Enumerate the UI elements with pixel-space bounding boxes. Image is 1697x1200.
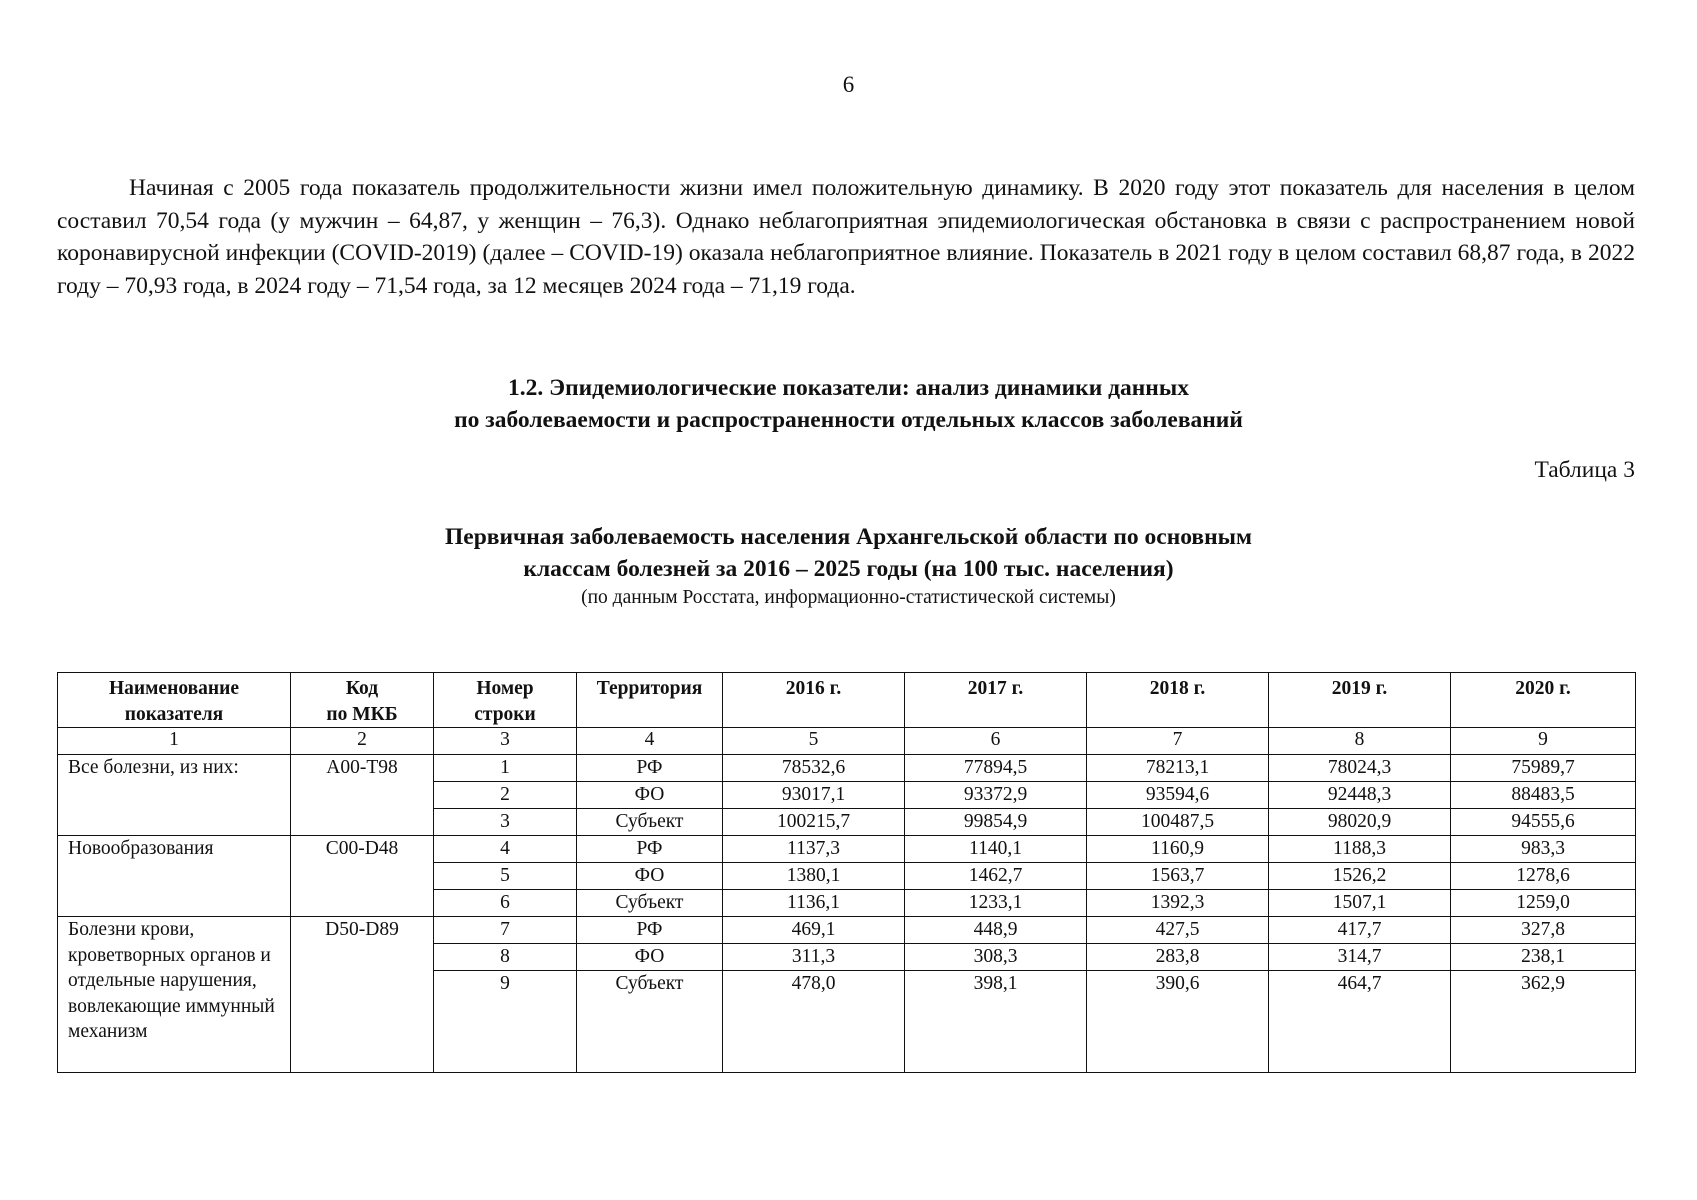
value-2020: 1259,0 (1451, 890, 1636, 917)
value-2019: 1188,3 (1269, 836, 1451, 863)
row-number: 1 (434, 755, 577, 782)
value-2019: 417,7 (1269, 917, 1451, 944)
table-header-row (58, 673, 1636, 728)
value-2020: 327,8 (1451, 917, 1636, 944)
icd-code: A00-T98 (291, 755, 434, 836)
value-2016: 478,0 (723, 971, 905, 1073)
header-year-2017: 2017 г. (905, 673, 1087, 728)
value-2019: 314,7 (1269, 944, 1451, 971)
value-2020: 94555,6 (1451, 809, 1636, 836)
value-2018: 427,5 (1087, 917, 1269, 944)
value-2017: 99854,9 (905, 809, 1087, 836)
icd-code: D50-D89 (291, 917, 434, 1073)
row-number: 3 (434, 809, 577, 836)
section-heading-line-2: по заболеваемости и распространенности отдельных классов заболеваний (454, 407, 1243, 433)
territory: РФ (577, 755, 723, 782)
table-subtitle: (по данным Росстата, информационно-статистической системы) (581, 587, 1116, 608)
body-paragraph: Начиная с 2005 года показатель продолжительности жизни имел положительную динамику. В 2020 году этот показатель для населения в целом составил 70,54 года (у мужчин – 64,87, у женщин – 76,3). Однако неблагоприятная эпидемиологическая обстановка в связи с распространением новой коронавирусной инфекции (COVID-2019) (далее – COVID-19) оказала неблагоприятное влияние. Показатель в 2021 году в целом составил 68,87 года, в 2022 году – 70,93 года, в 2024 году – 71,54 года, за 12 месяцев 2024 года – 71,19 года. (57, 175, 1635, 299)
value-2020: 1278,6 (1451, 863, 1636, 890)
value-2016: 469,1 (723, 917, 905, 944)
table-row (58, 917, 1636, 944)
value-2019: 1526,2 (1269, 863, 1451, 890)
value-2017: 308,3 (905, 944, 1087, 971)
page-number: 6 (842, 72, 855, 97)
table-row (58, 755, 1636, 782)
value-2017: 1233,1 (905, 890, 1087, 917)
row-number: 4 (434, 836, 577, 863)
value-2019: 78024,3 (1269, 755, 1451, 782)
value-2019: 464,7 (1269, 971, 1451, 1073)
value-2017: 93372,9 (905, 782, 1087, 809)
value-2019: 92448,3 (1269, 782, 1451, 809)
indicator-name: Новообразования (58, 836, 291, 917)
value-2018: 283,8 (1087, 944, 1269, 971)
column-number-row (58, 728, 1636, 755)
header-icd-code: Код по МКБ (291, 673, 434, 728)
territory: Субъект (577, 809, 723, 836)
value-2017: 398,1 (905, 971, 1087, 1073)
column-number: 4 (577, 728, 723, 755)
value-2018: 93594,6 (1087, 782, 1269, 809)
header-row-number: Номер строки (434, 673, 577, 728)
value-2017: 1140,1 (905, 836, 1087, 863)
row-number: 6 (434, 890, 577, 917)
row-number: 7 (434, 917, 577, 944)
morbidity-table (57, 672, 1636, 1073)
territory: Субъект (577, 890, 723, 917)
column-number: 8 (1269, 728, 1451, 755)
table-title-line-1: Первичная заболеваемость населения Архангельской области по основным (444, 524, 1253, 550)
value-2018: 1160,9 (1087, 836, 1269, 863)
section-heading-line-1: 1.2. Эпидемиологические показатели: анализ динамики данных (508, 375, 1189, 401)
header-year-2019: 2019 г. (1269, 673, 1451, 728)
territory: РФ (577, 917, 723, 944)
value-2017: 448,9 (905, 917, 1087, 944)
value-2019: 1507,1 (1269, 890, 1451, 917)
territory: РФ (577, 836, 723, 863)
table-title-line-2: классам болезней за 2016 – 2025 годы (на 100 тыс. населения) (523, 556, 1174, 582)
icd-code: C00-D48 (291, 836, 434, 917)
value-2018: 78213,1 (1087, 755, 1269, 782)
value-2016: 311,3 (723, 944, 905, 971)
header-year-2018: 2018 г. (1087, 673, 1269, 728)
value-2016: 1380,1 (723, 863, 905, 890)
indicator-name: Все болезни, из них: (58, 755, 291, 836)
value-2017: 77894,5 (905, 755, 1087, 782)
column-number: 1 (58, 728, 291, 755)
value-2020: 238,1 (1451, 944, 1636, 971)
value-2018: 1563,7 (1087, 863, 1269, 890)
row-number: 8 (434, 944, 577, 971)
value-2016: 78532,6 (723, 755, 905, 782)
section-heading (0, 372, 1697, 436)
header-year-2020: 2020 г. (1451, 673, 1636, 728)
column-number: 7 (1087, 728, 1269, 755)
table-title (0, 521, 1697, 585)
table-label: Таблица 3 (1534, 457, 1635, 483)
row-number: 9 (434, 971, 577, 1073)
value-2016: 1136,1 (723, 890, 905, 917)
table-row (58, 836, 1636, 863)
column-number: 3 (434, 728, 577, 755)
value-2016: 1137,3 (723, 836, 905, 863)
column-number: 6 (905, 728, 1087, 755)
row-number: 5 (434, 863, 577, 890)
territory: ФО (577, 944, 723, 971)
column-number: 9 (1451, 728, 1636, 755)
column-number: 5 (723, 728, 905, 755)
header-territory: Территория (577, 673, 723, 728)
value-2020: 362,9 (1451, 971, 1636, 1073)
column-number: 2 (291, 728, 434, 755)
value-2020: 88483,5 (1451, 782, 1636, 809)
value-2016: 100215,7 (723, 809, 905, 836)
indicator-name: Болезни крови, кроветворных органов и отдельные нарушения, вовлекающие иммунный механизм (58, 917, 291, 1073)
row-number: 2 (434, 782, 577, 809)
value-2017: 1462,7 (905, 863, 1087, 890)
value-2018: 1392,3 (1087, 890, 1269, 917)
value-2019: 98020,9 (1269, 809, 1451, 836)
value-2020: 983,3 (1451, 836, 1636, 863)
territory: ФО (577, 782, 723, 809)
value-2020: 75989,7 (1451, 755, 1636, 782)
value-2018: 390,6 (1087, 971, 1269, 1073)
value-2018: 100487,5 (1087, 809, 1269, 836)
territory: Субъект (577, 971, 723, 1073)
territory: ФО (577, 863, 723, 890)
header-indicator-name: Наименование показателя (58, 673, 291, 728)
header-year-2016: 2016 г. (723, 673, 905, 728)
value-2016: 93017,1 (723, 782, 905, 809)
